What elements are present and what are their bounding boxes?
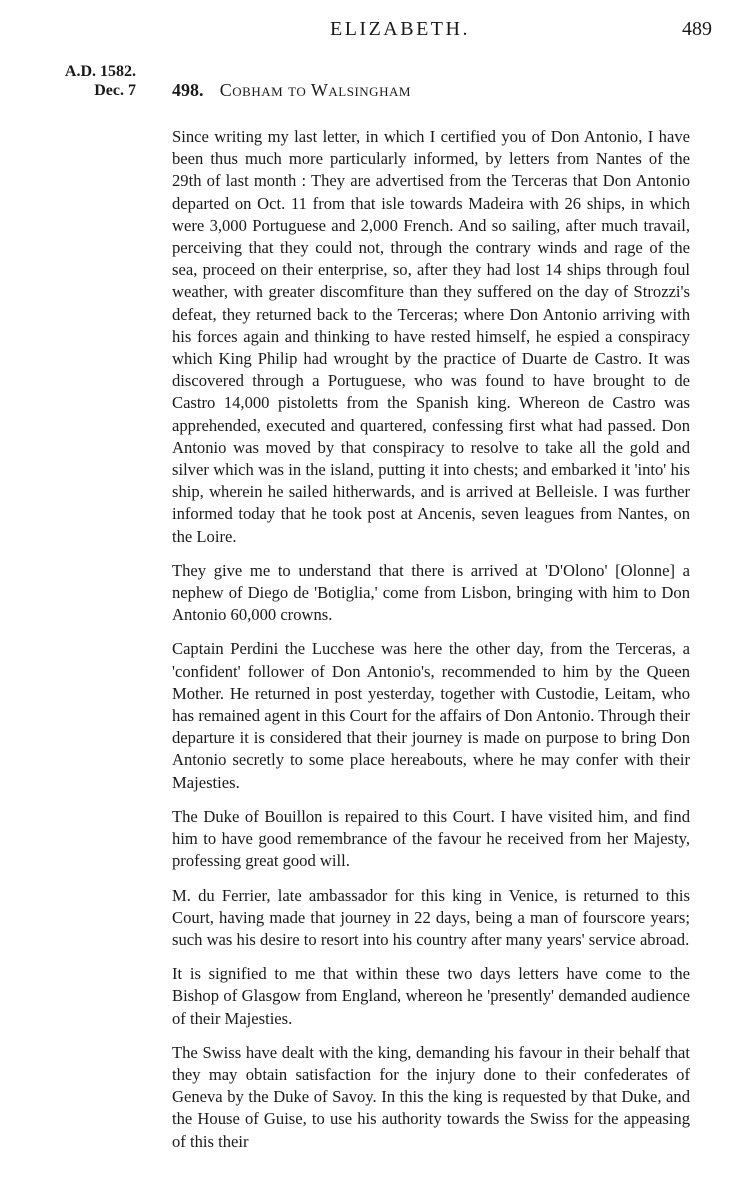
margin-year: A.D. 1582. [64, 63, 136, 80]
paragraph: They give me to understand that there is arrived at 'D'Olono' [Olonne] a nephew of Diego de 'Botiglia,' come from Lisbon, bringing with him to Don Antonio 60,000 crowns. [172, 560, 690, 625]
entry-number: 498. [172, 80, 204, 100]
letter-body [172, 126, 690, 1165]
page-number: 489 [682, 18, 712, 40]
paragraph: M. du Ferrier, late ambassador for this king in Venice, is returned to this Court, having made that journey in 22 days, being a man of fourscore years; such was his desire to resort into his country after many years' service abroad. [172, 885, 690, 949]
paragraph: Since writing my last letter, in which I certified you of Don Antonio, I have been thus much more particularly informed, by letters from Nantes of the 29th of last month : They are advertised from the Terceras that Don Antonio departed on Oct. 11 from that isle towards Madeira with 26 ships, in which were 3,000 Portuguese and 2,000 French. And so sailing, after much travail, perceiving that they could not, through the contrary winds and rage of the sea, proceed on their enterprise, so, after they had lost 14 ships through foul weather, with greater discomfiture than they suffered on the day of Strozzi's defeat, they returned back to the Terceras; where Don Antonio arriving with his forces again and thinking to have rested himself, he espied a conspiracy which King Philip had wrought by the practice of Duarte de Castro. It was discovered through a Portuguese, who was found to have brought to de Castro 14,000 pistoletts from the Spanish king. Whereon de Castro was apprehended, executed and quartered, confessing first what had passed. Don Antonio was moved by that conspiracy to resolve to take all the gold and silver which was in the island, putting it into chests; and embarked it 'into' his ship, wherein he sailed hitherwards, and is arrived at Belleisle. I was further informed today that he took post at Ancenis, seven leagues from Nantes, on the Loire. [172, 127, 690, 546]
paragraph: The Duke of Bouillon is repaired to this Court. I have visited him, and find him to have good remembrance of the favour he received from her Majesty, professing great good will. [172, 806, 690, 871]
running-head [0, 16, 748, 46]
paragraph: The Swiss have dealt with the king, demanding his favour in their behalf that they may obtain satisfaction for the injury done to their confederates of Geneva by the Duke of Savoy. In this the king is requested by that Duke, and the House of Guise, to use his authority towards the Swiss for the appeasing of this their [172, 1042, 690, 1151]
margin-date [62, 62, 136, 100]
entry-heading [172, 80, 411, 101]
margin-day: Dec. 7 [94, 82, 136, 99]
paragraph: It is signified to me that within these two days letters have come to the Bishop of Glasgow from England, whereon he 'presently' demanded audience of their Majesties. [172, 964, 690, 1028]
entry-title: Cobham to Walsingham [219, 80, 411, 100]
running-title: ELIZABETH. [330, 18, 470, 40]
paragraph: Captain Perdini the Lucchese was here the other day, from the Terceras, a 'confident' follower of Don Antonio's, recommended to him by the Queen Mother. He returned in post yesterday, together with Custodie, Leitam, who has remained agent in this Court for the affairs of Don Antonio. Through their departure it is considered that their journey is made on purpose to bring Don Antonio secretly to some place hereabouts, where he may confer with their Majesties. [172, 639, 690, 792]
